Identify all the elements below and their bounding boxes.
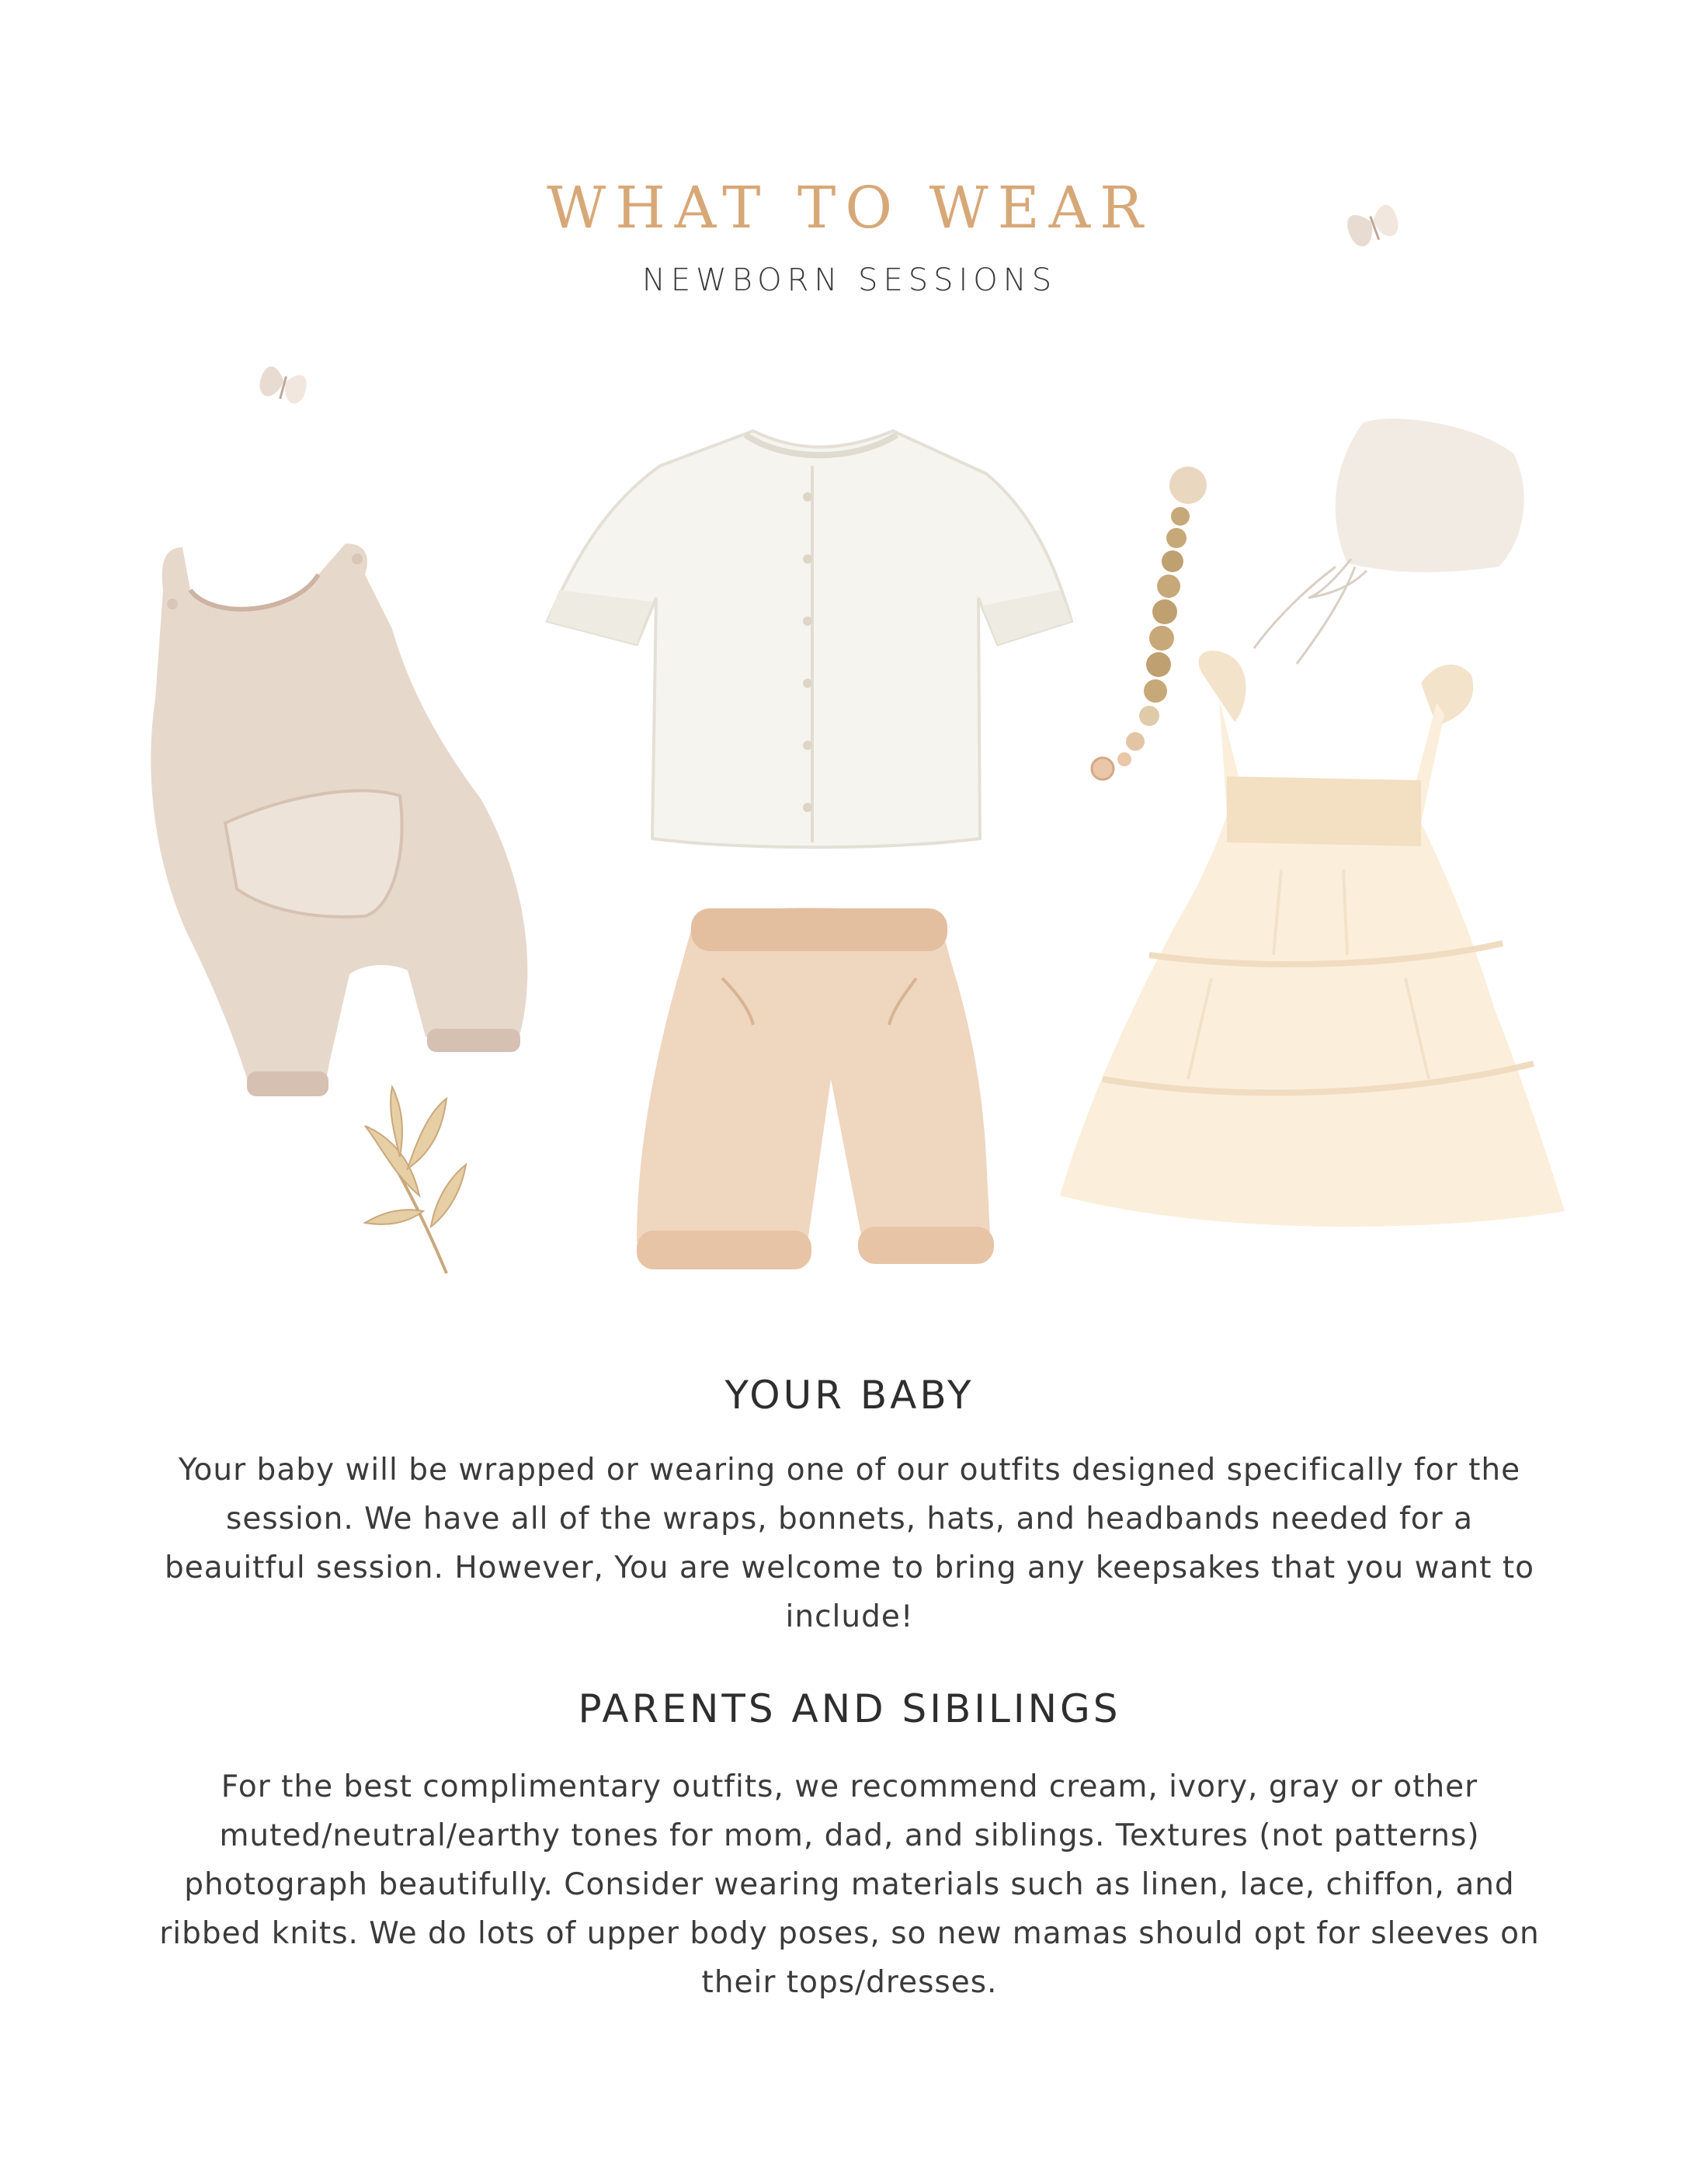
romper-icon	[151, 543, 527, 1096]
pants-icon	[637, 908, 994, 1269]
butterfly-icon	[1344, 201, 1402, 249]
bonnet-icon	[1254, 418, 1524, 664]
page-subtitle: NEWBORN SESSIONS	[641, 262, 1058, 298]
shirt-icon	[547, 431, 1072, 847]
butterfly-icon	[257, 364, 310, 405]
leaf-sprig-icon	[365, 1087, 466, 1273]
section-body-parents-siblings: For the best complimentary outfits, we recommend cream, ivory, gray or other muted/neutral/earthy tones for mom, dad, and siblings. Textures (not patterns) photograph beautifully. Consider wearing materials such as linen, lace, chiffon, and ribbed knits. We do lots of upper body poses, so new mamas should opt for sleeves on their tops/dresses.	[159, 1769, 1540, 2000]
pacifier-clip-icon	[1092, 467, 1207, 780]
section-heading-your-baby: YOUR BABY	[724, 1373, 975, 1418]
section-body-your-baby: Your baby will be wrapped or wearing one of our outfits designed specifically for the session. We have all of the wraps, bonnets, hats, and headbands needed for a beauitful session. However, You are welcome to bring any keepsakes that you want to include!	[164, 1453, 1535, 1634]
page-title: WHAT TO WEAR	[547, 175, 1152, 241]
section-heading-parents-siblings: PARENTS AND SIBILINGS	[578, 1686, 1121, 1731]
